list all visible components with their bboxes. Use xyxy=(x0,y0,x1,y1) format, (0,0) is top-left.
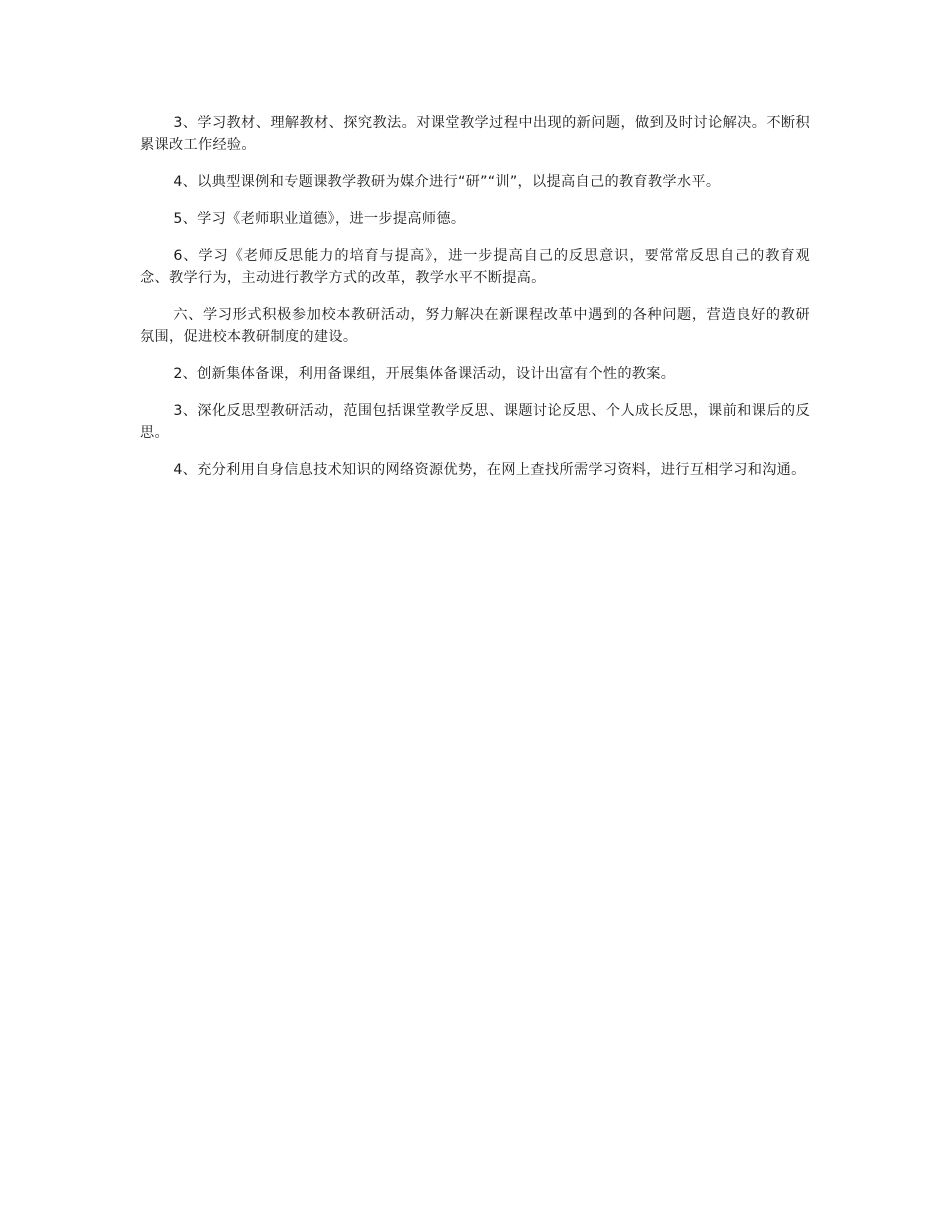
paragraph-item-4-network-resources: 4、充分利用自身信息技术知识的网络资源优势，在网上查找所需学习资料，进行互相学习和沟通。 xyxy=(173,462,806,478)
paragraph-item-6-reflection-ability: 6、学习《老师反思能力的培育与提高》，进一步提高自己的反思意识，要常常反思自己的教育观念、教学行为，主动进行教学方式的改革，教学水平不断提高。 xyxy=(140,248,810,286)
paragraph-section-6-study-forms: 六、学习形式积极参加校本教研活动，努力解决在新课程改革中遇到的各种问题，营造良好的教研氛围，促进校本教研制度的建设。 xyxy=(140,307,810,345)
paragraph-item-5-professional-ethics: 5、学习《老师职业道德》，进一步提高师德。 xyxy=(173,211,466,227)
paragraph-item-3-study-materials: 3、学习教材、理解教材、探究教法。对课堂教学过程中出现的新问题，做到及时讨论解决。不断积累课改工作经验。 xyxy=(140,115,810,153)
paragraph-item-3-reflective-research: 3、深化反思型教研活动，范围包括课堂教学反思、课题讨论反思、个人成长反思，课前和课后的反思。 xyxy=(140,403,810,441)
paragraph-item-4-typical-lessons: 4、以典型课例和专题课教学教研为媒介进行“研”“训”，以提高自己的教育教学水平。 xyxy=(173,174,721,190)
document-page xyxy=(140,112,810,496)
paragraph-item-2-collective-lesson-prep: 2、创新集体备课，利用备课组，开展集体备课活动，设计出富有个性的教案。 xyxy=(173,366,676,382)
